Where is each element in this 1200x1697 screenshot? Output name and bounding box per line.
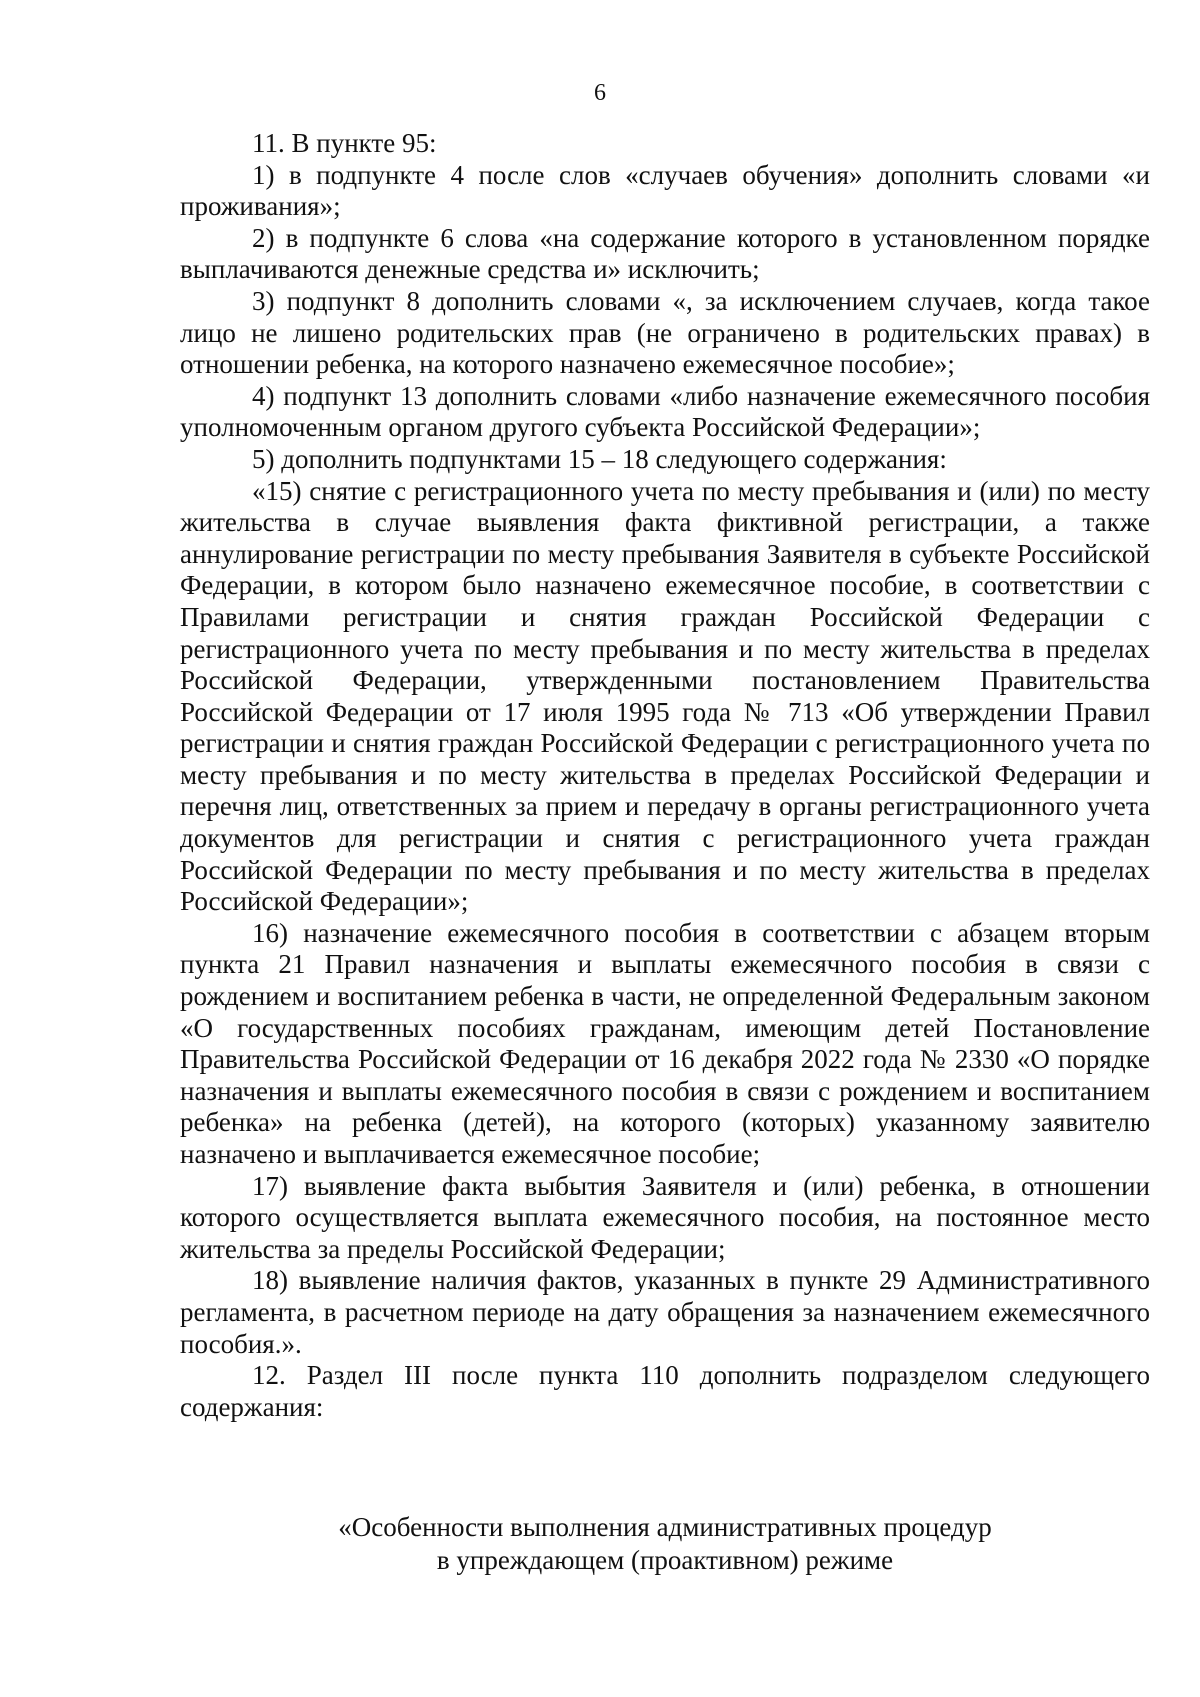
paragraph-subitem-4: 4) подпункт 13 дополнить словами «либо назначение ежемесячного пособия уполномоченным органом другого субъекта Российской Федерации»; [180,380,1150,443]
page-number: 6 [594,80,606,106]
paragraph-subitem-5: 5) дополнить подпунктами 15 – 18 следующего содержания: [252,443,947,474]
paragraph-subitem-3: 3) подпункт 8 дополнить словами «, за исключением случаев, когда такое лицо не лишено родительских прав (не ограничено в родительских правах) в отношении ребенка, на которого назначено ежемесячное пособие»; [180,285,1150,380]
paragraph-subpoint-17: 17) выявление факта выбытия Заявителя и (или) ребенка, в отношении которого осуществляется выплата ежемесячного пособия, на постоянное место жительства за пределы Российской Федерации; [180,1170,1150,1264]
section-heading [180,1511,1150,1577]
paragraph-item-11: 11. В пункте 95: [252,128,437,158]
section-heading-line-2: в упреждающем (проактивном) режиме [436,1545,894,1575]
paragraph-subitem-1: 1) в подпункте 4 после слов «случаев обучения» дополнить словами «и проживания»; [180,159,1150,222]
paragraph-subpoint-16: 16) назначение ежемесячного пособия в соответствии с абзацем вторым пункта 21 Правил назначения и выплаты ежемесячного пособия в связи с рождением и воспитанием ребенка в части, не определенной Федеральным законом «О государственных пособиях гражданам, имеющим детей Постановление Правительства Российской Федерации от 16 декабря 2022 года № 2330 «О порядке назначения и выплаты ежемесячного пособия в связи с рождением и воспитанием ребенка» на ребенка (детей), на которого (которых) указанному заявителю назначено и выплачивается ежемесячное пособие; [180,917,1150,1169]
paragraph-subitem-2: 2) в подпункте 6 слова «на содержание которого в установленном порядке выплачиваются денежные средства и» исключить; [180,222,1150,285]
paragraph-subpoint-15: «15) снятие с регистрационного учета по месту пребывания и (или) по месту жительства в случае выявления факта фиктивной регистрации, а также аннулирование регистрации по месту пребывания Заявителя в субъекте Российской Федерации, в котором было назначено ежемесячное пособие, в соответствии с Правилами регистрации и снятия граждан Российской Федерации с регистрационного учета по месту пребывания и по месту жительства в пределах Российской Федерации, утвержденными постановлением Правительства Российской Федерации от 17 июля 1995 года № 713 «Об утверждении Правил регистрации и снятия граждан Российской Федерации с регистрационного учета по месту пребывания и по месту жительства в пределах Российской Федерации и перечня лиц, ответственных за прием и передачу в органы регистрационного учета документов для регистрации и снятия с регистрационного учета граждан Российской Федерации по месту пребывания и по месту жительства в пределах Российской Федерации»; [180,475,1150,917]
document-body [180,128,1150,1423]
section-heading-line-1: «Особенности выполнения административных процедур [338,1512,992,1542]
paragraph-subpoint-18: 18) выявление наличия фактов, указанных в пункте 29 Административного регламента, в расчетном периоде на дату обращения за назначением ежемесячного пособия.». [180,1265,1150,1359]
paragraph-item-12: 12. Раздел III после пункта 110 дополнить подразделом следующего содержания: [180,1360,1150,1422]
